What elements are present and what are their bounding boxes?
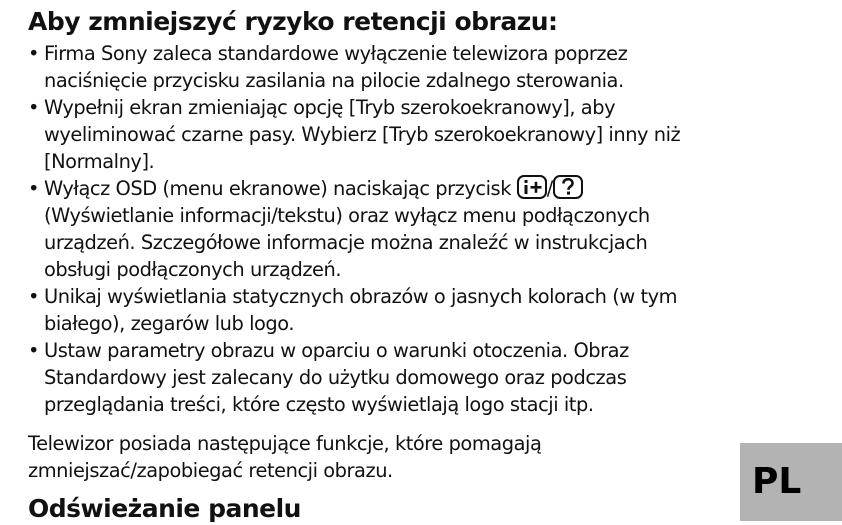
bullet-marker: • bbox=[28, 42, 39, 65]
list-item bbox=[28, 175, 718, 283]
bullet-marker: • bbox=[28, 96, 39, 119]
language-tab: PL bbox=[740, 443, 842, 521]
document-body bbox=[28, 6, 718, 525]
list-item-text: Firma Sony zaleca standardowe wyłączenie telewizora poprzez naciśnięcie przycisku zasilania na pilocie zdalnego sterowania. bbox=[44, 42, 628, 92]
tips-list bbox=[28, 40, 718, 418]
list-item bbox=[28, 94, 718, 175]
list-item bbox=[28, 337, 718, 418]
subsection-heading: Odświeżanie panelu bbox=[28, 494, 301, 523]
list-item-text-continued: (Wyświetlanie informacji/tekstu) oraz wyłącz menu podłączonych urządzeń. Szczegółowe informacje można znaleźć w instrukcjach obsługi podłączonych urządzeń. bbox=[44, 204, 650, 281]
list-item bbox=[28, 40, 718, 94]
list-item bbox=[28, 283, 718, 337]
bullet-marker: • bbox=[28, 339, 39, 362]
list-item-text: Wypełnij ekran zmieniając opcję [Tryb szerokoekranowy], aby wyeliminować czarne pasy. Wybierz [Tryb szerokoekranowy] inny niż [Normalny]. bbox=[44, 96, 681, 173]
info-plus-button-icon bbox=[517, 175, 547, 199]
list-item-text: Wyłącz OSD (menu ekranowe) naciskając przycisk bbox=[44, 177, 511, 200]
help-button-icon bbox=[553, 175, 583, 199]
body-paragraph: Telewizor posiada następujące funkcje, które pomagają zmniejszać/zapobiegać retencji obrazu. bbox=[28, 432, 542, 482]
list-item-text: Ustaw parametry obrazu w oparciu o warunki otoczenia. Obraz Standardowy jest zalecany do użytku domowego oraz podczas przeglądania treści, które często wyświetlają logo stacji itp. bbox=[44, 339, 629, 416]
section-heading: Aby zmniejszyć ryzyko retencji obrazu: bbox=[28, 7, 558, 36]
bullet-marker: • bbox=[28, 285, 39, 308]
list-item-text: Unikaj wyświetlania statycznych obrazów o jasnych kolorach (w tym białego), zegarów lub logo. bbox=[44, 285, 678, 335]
icon-separator: / bbox=[546, 177, 553, 200]
bullet-marker: • bbox=[28, 177, 39, 200]
